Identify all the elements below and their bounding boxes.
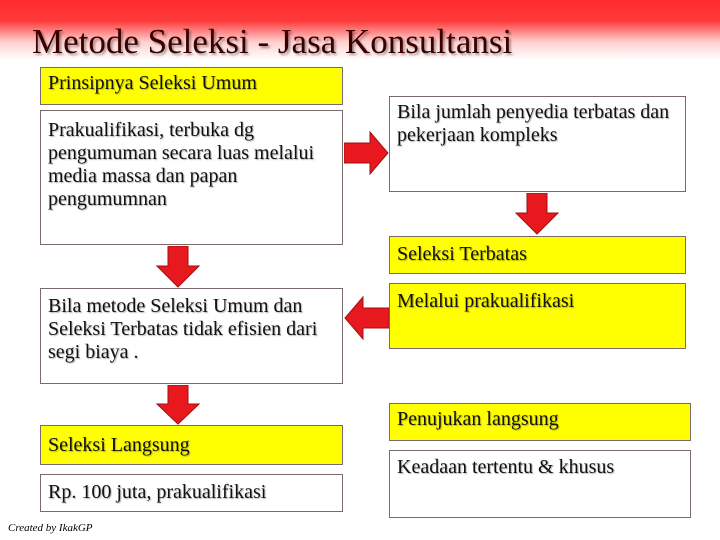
box-prakualifikasi: Prakualifikasi, terbuka dg pengumuman secara luas melalui media massa dan papan pengumumnan (40, 110, 343, 245)
slide-title: Metode Seleksi - Jasa Konsultansi (32, 22, 513, 61)
box-penunjukan-langsung: Penujukan langsung (389, 403, 691, 441)
box-rp100-juta: Rp. 100 juta, prakualifikasi (40, 474, 343, 512)
arrow-down-icon (156, 246, 200, 288)
arrow-right-icon (344, 130, 390, 176)
box-seleksi-terbatas: Seleksi Terbatas (389, 236, 686, 274)
box-bila-metode: Bila metode Seleksi Umum dan Seleksi Terbatas tidak efisien dari segi biaya . (40, 288, 343, 384)
box-prinsip-seleksi-umum: Prinsipnya Seleksi Umum (40, 67, 343, 105)
arrow-down-icon (515, 193, 559, 235)
box-keadaan-tertentu: Keadaan tertentu & khusus (389, 450, 691, 518)
credit-text: Created by IkakGP (8, 522, 93, 534)
arrow-down-icon (156, 385, 200, 425)
arrow-left-icon (343, 295, 389, 341)
box-seleksi-langsung: Seleksi Langsung (40, 425, 343, 465)
box-bila-jumlah-penyedia: Bila jumlah penyedia terbatas dan pekerjaan kompleks (389, 96, 686, 192)
box-melalui-prakualifikasi: Melalui prakualifikasi (389, 283, 686, 349)
